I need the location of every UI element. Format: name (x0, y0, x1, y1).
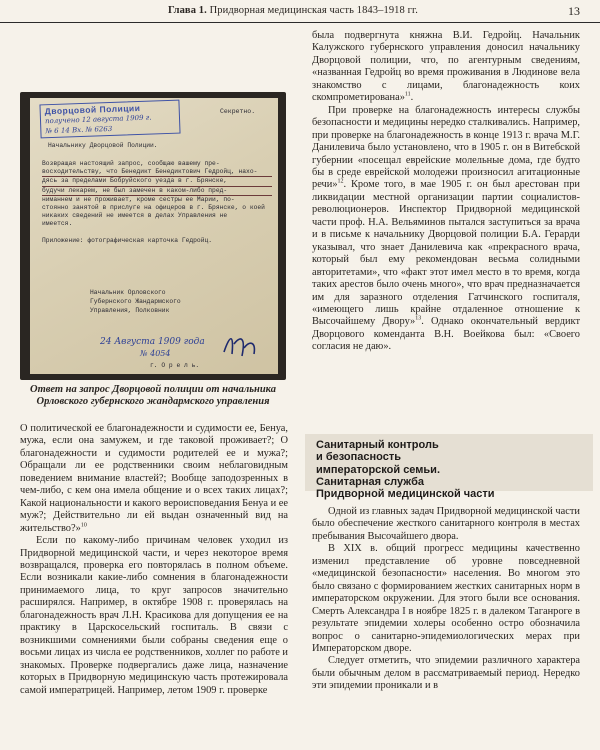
heading-line: Придворной медицинской части (316, 488, 495, 501)
section-heading (316, 439, 576, 500)
paragraph: Если по какому-либо причинам человек уходил из Придворной медицинской части, и через некоторое время возвращался, проверка его повторялась в полном объеме. Если возникали какие-либо сомнения в благонадежности принимаемого лица, то круг запросов значительно расширялся. Например, в октябре 1908 г. проверялась на благонадежность врач Л.Н. Красикова для допущения ее на практику в Царскосельский госпиталь. В связи с возникшими сомнениями были собраны сведения еще о восьми лицах из числа ее родственников, холлег по работе и знакомых. Проверке подвергались даже лица, назначение которых в Придворную медицинскую часть протежировала самой императрицей. Например, летом 1909 г. проверке (20, 535, 288, 696)
footnote-ref: 13 (415, 315, 422, 322)
police-stamp (39, 100, 180, 139)
header-chapter-title: Придворная медицинская часть 1843–1918 гг. (209, 5, 418, 16)
document-date: 24 Августа 1909 года (100, 337, 205, 347)
stamp-number-line: № 6 14 Вх. № 6263 (45, 124, 113, 136)
right-column-top (312, 30, 580, 354)
doc-line: Возвращая настоящий запрос, сообщаю вашему пре- (42, 160, 220, 167)
document-city: г. О р е л ь. (150, 362, 200, 369)
archival-document-photo (20, 92, 286, 380)
doc-line: восходительству, что Бенедикт Бенедиктович Гедройц, нахо- (42, 168, 272, 177)
doc-line: ниманнем и не проживает, кроме сестры ее Марии, по- (42, 195, 235, 203)
doc-line: стоянно занятой в прислуге на офицеров в г. Брянске, о коей (42, 204, 265, 212)
stamp-title: Дворцовой Полиции (44, 102, 141, 117)
page-number: 13 (568, 4, 580, 18)
footnote-ref: 11 (404, 91, 411, 98)
running-header (0, 0, 600, 23)
doc-line: имеется. (42, 220, 73, 228)
doc-line: будучи лекарем, не был замечен в каком-либо пред- (42, 187, 272, 196)
right-column-bottom (312, 506, 580, 693)
handwritten-signature-icon (220, 330, 260, 360)
figure-caption: Ответ на запрос Дворцовой полиции от начальника Орловского губернского жандармского управления (30, 384, 276, 407)
heading-line: и безопасность (316, 451, 402, 464)
document-paper (30, 98, 278, 374)
heading-line: императорской семьи. (316, 463, 441, 476)
stamp-received-line: получено 12 августа 1909 г. (44, 113, 152, 126)
header-chapter: Глава 1. (168, 5, 207, 16)
paragraph: При проверке на благонадежность интересы службы безопасности и медицины нередко сталкивались. Например, при проверке на благонадежность в конце 1913 г. врача М.Г. Данилевича было установлено, что в 1905 г. он в Витебской губернии «посещал еврейские молельные дома, где будто бы в среде еврейской молодежи произносил агитационные речи»$^{12}$. Кроме того, в мае 1905 г. он был арестован при ликвидации местной организации партии социалистов-революционеров. Инспектор Придворной медицинской части проф. Н.А. Вельяминов пытался заступиться за врача и в письме к начальнику Дворцовой полиции Б.А. Герарди указывал, что знает Данилевича как «прекрасного врача, который был ему рекомендован весьма солидными авторитетами», что «факт этот имел место в то время, когда таких арестов было очень много», что врач предназначается им для заразного отделения Гатчинского госпиталя, «имеющего лишь крайне отдаленное отношение к Высочайшему Двору»$^{13}$. Однако окончательный вердикт Дворцового коменданта В.Н. Воейкова был: «Своего согласия не даю». (312, 104, 580, 353)
signature-line: Губернского Жандармского (90, 298, 181, 305)
document-signature-block (90, 288, 260, 315)
heading-line: Санитарная служба (316, 475, 424, 488)
paragraph: В XIX в. общий прогресс медицины качественно изменил представление об уровне повседневной «медицинской безопасности» населения. Во многом это было связано с формированием жестких санитарных норм в императорском окружении. Для этого были все основания. Смерть Александра I в ноябре 1825 г. в далеком Таганроге в результате эпидемии холеры особенно остро обозначила вопрос о санитарно-эпидемиологических мерах при Императорском дворе. (312, 543, 580, 654)
footnote-ref: 10 (80, 522, 87, 529)
signature-line: Управления, Полковник (90, 307, 170, 314)
paragraph: Следует отметить, что эпидемии различного характера были обычным делом в рассматриваемый период. Нередко эти эпидемии проникали и в (312, 655, 580, 692)
paragraph: О политической ее благонадежности и судимости ее, Бенуа, мужа, если она замужем, и где таковой проживает?; О благонадежности и судимости родителей ее и мужа?; Обращали ли ее родственники своим неблаговидным поведением внимание властей?; Вообще заподозренных в чем-либо, с кем она имела общение и о всех таких лицах?; Какой национальности и какого вероисповедания Бенуа и ее муж?; Действительно ли ей выдан означенный вид на жительство?»$^{10}$ (20, 423, 288, 534)
footnote-ref: 12 (337, 178, 344, 185)
header-title (168, 5, 418, 16)
left-column (20, 423, 288, 697)
signature-line: Начальник Орловского (90, 289, 166, 296)
doc-appendix: Приложение: фотографическая карточка Гедройц. (42, 236, 213, 244)
paragraph: Одной из главных задач Придворной медицинской части было обеспечение жесткого санитарного контроля в местах пребывания Высочайшего двора. (312, 506, 580, 542)
heading-line: Санитарный контроль (316, 439, 439, 451)
outgoing-number: № 4054 (140, 349, 171, 358)
document-addressee: Начальнику Дворцовой Полиции. (48, 142, 158, 149)
document-body (42, 160, 272, 245)
secret-mark: Секретно. (220, 108, 256, 115)
doc-line: никаких сведений не имеется в делах Управления не (42, 212, 228, 220)
doc-line: дясь за пределами Бобруйского уезда в г. Брянске, (42, 177, 272, 186)
paragraph: была подвергнута княжна В.И. Гедройц. Начальник Калужского губернского управления доносил начальнику Дворцовой полиции, что, по агентурным сведениям, «названная Гедройц во время проживания в Людинове вела знакомство с лицами, благонадежность коих скомпрометирована»$^{11}$. (312, 30, 580, 104)
